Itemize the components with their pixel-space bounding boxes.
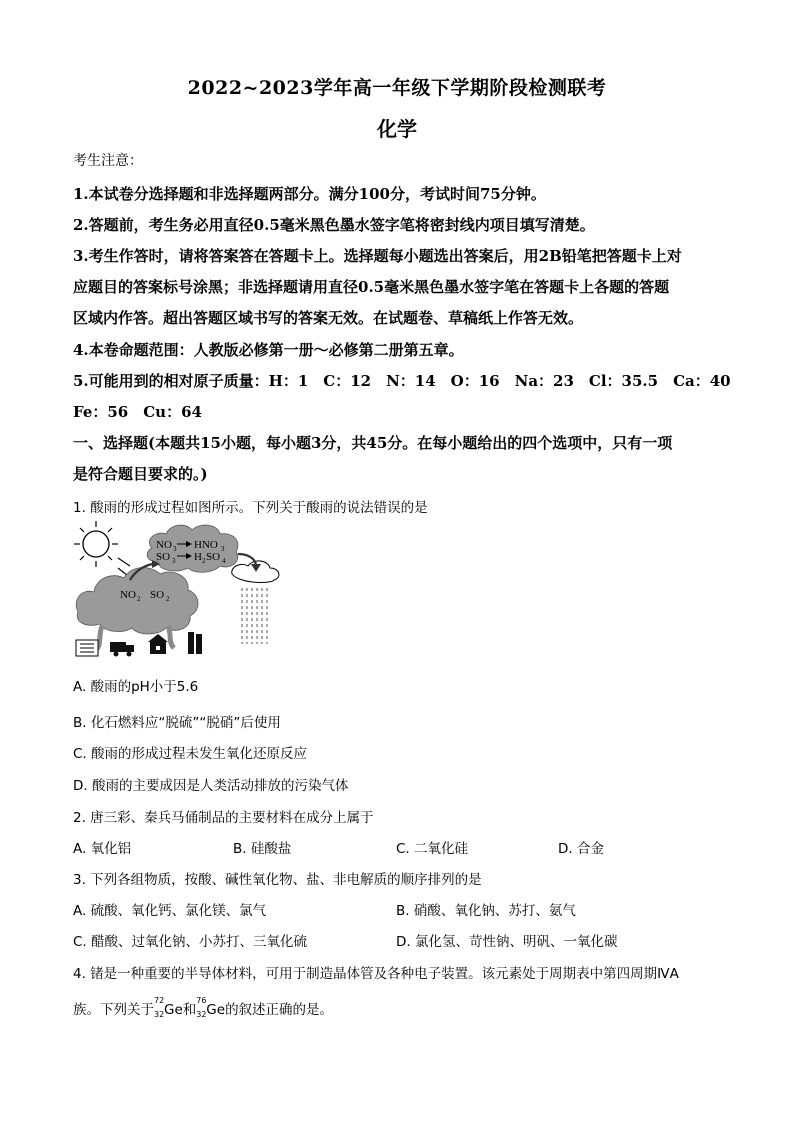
- label-h2so: SO: [206, 551, 221, 563]
- q1-option-c: C. 酸雨的形成过程未发生氧化还原反应: [73, 746, 308, 762]
- acid-rain-diagram: [72, 518, 284, 660]
- q3-option-c: C. 醋酸、过氧化钠、小苏打、三氧化硫: [73, 934, 308, 950]
- q1-option-a: A. 酸雨的pH小于5.6: [73, 679, 199, 695]
- question-3-stem: 3. 下列各组物质，按酸、碱性氧化物、盐、非电解质的顺序排列的是: [73, 872, 482, 888]
- section-1-heading-cont: 是符合题目要求的。): [73, 465, 208, 483]
- question-2-stem: 2. 唐三彩、秦兵马俑制品的主要材料在成分上属于: [73, 810, 374, 826]
- note-3-line-1: 3.考生作答时，请将答案答在答题卡上。选择题每小题选出答案后，用2B铅笔把答题卡上对: [73, 247, 682, 265]
- label-so-sub: 3: [172, 557, 176, 565]
- q1-option-d: D. 酸雨的主要成因是人类活动排放的污染气体: [73, 778, 349, 794]
- label-no-sub: 3: [173, 545, 177, 553]
- label-so: SO: [156, 551, 171, 563]
- q4-suffix: 的叙述正确的是。: [225, 1002, 334, 1018]
- label-h2so-sub: 4: [222, 557, 226, 565]
- q2-option-a: A. 氧化铝: [73, 841, 132, 857]
- q2-option-d: D. 合金: [558, 841, 604, 857]
- question-4-stem: 4. 锗是一种重要的半导体材料，可用于制造晶体管及各种电子装置。该元素处于周期表中第四周期ⅣA: [73, 966, 679, 982]
- rain-cloud: [232, 561, 279, 644]
- note-5-line-2: Fe：56 Cu：64: [73, 403, 202, 421]
- note-2: 2.答题前，考生务必用直径0.5毫米黑色墨水签字笔将密封线内项目填写清楚。: [73, 216, 595, 234]
- label-h-sub: 2: [202, 557, 206, 565]
- note-3-line-2: 应题目的答案标号涂黑；非选择题请用直径0.5毫米黑色墨水签字笔在答题卡上各题的答题: [73, 278, 670, 296]
- label-h: H: [194, 551, 202, 563]
- factory-icon: [76, 640, 98, 656]
- q1-option-b: B. 化石燃料应“脱硫”“脱硝”后使用: [73, 715, 281, 731]
- exam-title: 2022~2023学年高一年级下学期阶段检测联考: [187, 77, 607, 99]
- question-4-stem-cont: [73, 998, 333, 1018]
- label-hno-sub: 3: [221, 545, 225, 553]
- subject-title: 化学: [377, 117, 417, 141]
- q4-prefix: 族。下列关于: [73, 1002, 154, 1018]
- note-3-line-3: 区域内作答。超出答题区域书写的答案无效。在试题卷、草稿纸上作答无效。: [73, 309, 584, 327]
- house-icon: [148, 634, 168, 654]
- note-5-line-1: 5.可能用到的相对原子质量：H：1 C：12 N：14 O：16 Na：23 Cl：35.5 Ca：40: [73, 372, 731, 390]
- label-no: NO: [156, 539, 172, 551]
- q3-option-b: B. 硝酸、氧化钠、苏打、氨气: [396, 903, 576, 919]
- q2-option-c: C. 二氧化硅: [396, 841, 469, 857]
- chimney-icon: [188, 632, 202, 654]
- ge-72-isotope: 72 32 Ge: [154, 996, 183, 1019]
- question-1-stem: 1. 酸雨的形成过程如图所示。下列关于酸雨的说法错误的是: [73, 500, 428, 516]
- truck-icon: [110, 642, 134, 657]
- q2-option-b: B. 硅酸盐: [233, 841, 292, 857]
- section-1-heading: 一、选择题(本题共15小题，每小题3分，共45分。在每小题给出的四个选项中，只有一项: [73, 434, 673, 452]
- q3-option-d: D. 氯化氢、苛性钠、明矾、一氧化碳: [396, 934, 618, 950]
- label-no2-sub: 2: [137, 595, 141, 603]
- notes-heading: 考生注意：: [73, 153, 143, 169]
- sun-icon: [74, 521, 130, 576]
- q3-option-a: A. 硫酸、氧化钙、氯化镁、氯气: [73, 903, 267, 919]
- lower-cloud: [76, 568, 198, 650]
- q4-conjunction: 和: [182, 1002, 197, 1018]
- label-so2: SO: [150, 589, 165, 601]
- label-no2: NO: [120, 589, 136, 601]
- note-4: 4.本卷命题范围：人教版必修第一册～必修第二册第五章。: [73, 341, 464, 359]
- label-hno: HNO: [194, 539, 218, 551]
- ge-76-isotope: 76 32 Ge: [196, 996, 226, 1019]
- note-1: 1.本试卷分选择题和非选择题两部分。满分100分，考试时间75分钟。: [73, 185, 546, 203]
- label-so2-sub: 2: [166, 595, 170, 603]
